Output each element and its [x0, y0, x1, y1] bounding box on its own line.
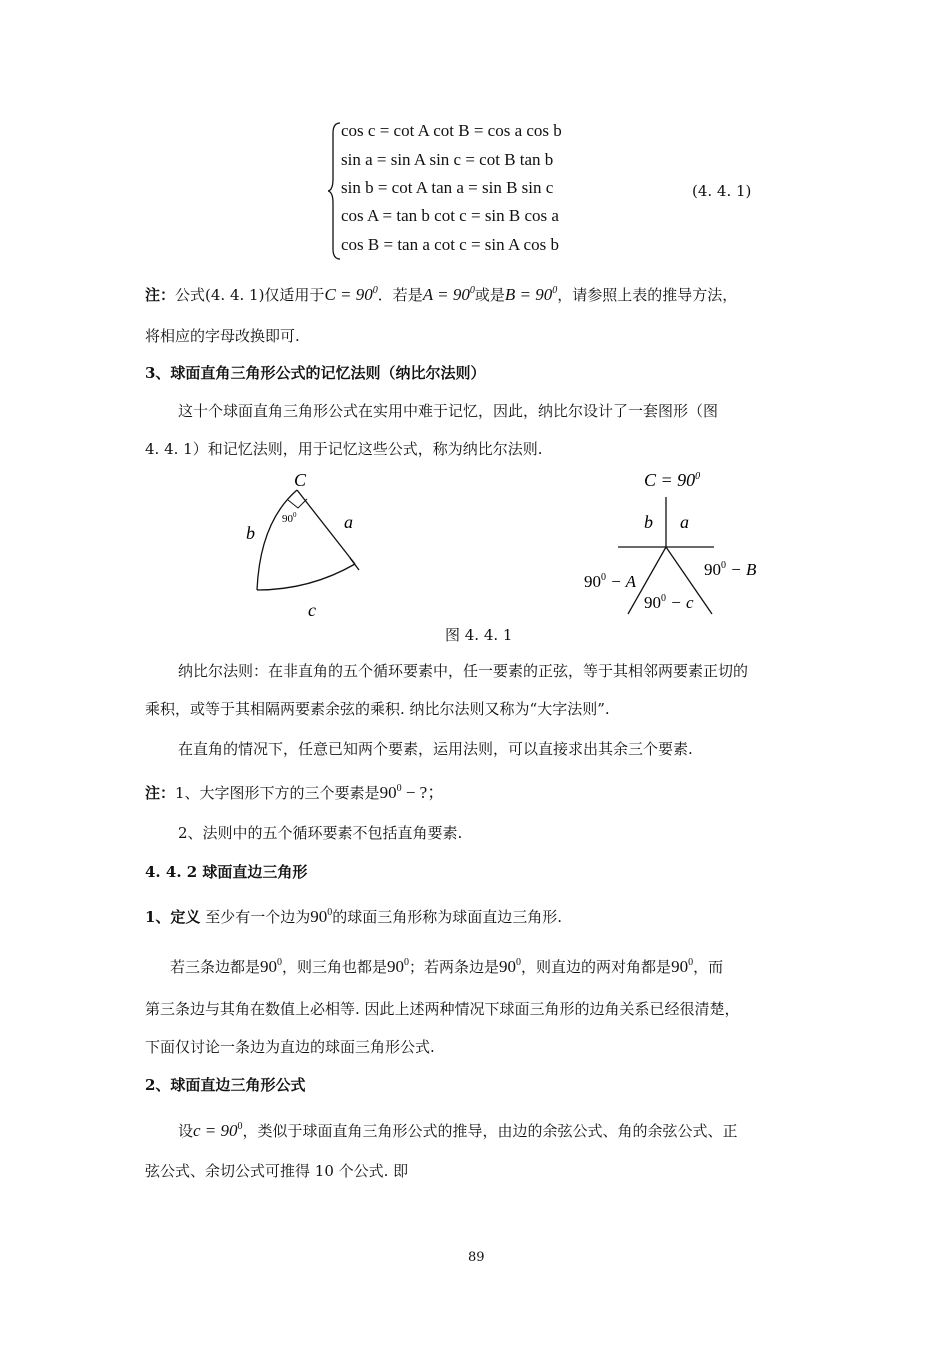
page-number: 89 [468, 1250, 485, 1265]
note-label: 注： [145, 286, 176, 304]
note-2-item-2: 2、法则中的五个循环要素不包括直角要素. [178, 824, 463, 842]
paragraph-line-2: 第三条边与其角在数值上必相等. 因此上述两种情况下球面三角形的边角关系已经很清楚， [145, 1000, 740, 1018]
note-text: ，请参照上表的推导方法， [557, 286, 738, 304]
paragraph-line-1: 若三条边都是$90^0$，则三角也都是$90^0$；若两条边是$90^0$，则直边的两对角都是$90^0$，而 [170, 957, 724, 976]
label-c: c [308, 600, 316, 620]
equation-line-1: cos c = cot A cot B = cos a cos b [341, 121, 562, 140]
left-brace [328, 121, 342, 261]
label-right-a: a [680, 512, 689, 532]
label-a: a [344, 512, 353, 532]
note-1-line-2: 将相应的字母改换即可. [145, 327, 300, 345]
label-angle-90: $90^0$ [282, 511, 297, 525]
label-b: b [246, 523, 255, 543]
napier-rule-figure [580, 462, 770, 622]
definition-text: 的球面三角形称为球面直边三角形. [332, 908, 563, 926]
section-3-heading: 3、球面直角三角形公式的记忆法则（纳比尔法则） [145, 364, 486, 382]
section-442-heading: 4. 4. 2 球面直边三角形 [145, 863, 308, 881]
condition-c: $C = 90^0$ [324, 285, 378, 304]
equation-number: (4. 4. 1) [692, 182, 752, 200]
definition-line [145, 906, 815, 928]
note-2-item-1 [145, 782, 815, 804]
definition-text: 至少有一个边为 [205, 908, 311, 926]
equation-line-2: sin a = sin A sin c = cot B tan b [341, 150, 554, 169]
label-right-b: b [644, 512, 653, 532]
note-text: 1、大字图形下方的三个要素是 [175, 784, 380, 802]
equation-line-3: sin b = cot A tan a = sin B sin c [341, 178, 554, 197]
section-3-paragraph-line-2: 4. 4. 1）和记忆法则，用于记忆这些公式，称为纳比尔法则. [145, 440, 543, 458]
figure-caption: 图 4. 4. 1 [445, 626, 513, 644]
formula-heading: 2、球面直边三角形公式 [145, 1076, 306, 1094]
formula-line-2: 弦公式、余切公式可推得 10 个公式. 即 [145, 1162, 409, 1180]
note-text: 或是 [474, 286, 505, 304]
note-1 [145, 284, 815, 306]
equation-line-5: cos B = tan a cot c = sin A cos b [341, 235, 559, 254]
label-C: C [294, 470, 307, 490]
equation-line-4: cos A = tan b cot c = sin B cos a [341, 206, 559, 225]
rule-line-3: 在直角的情况下，任意已知两个要素，运用法则，可以直接求出其余三个要素. [178, 740, 693, 758]
section-3-paragraph-line-1: 这十个球面直角三角形公式在实用中难于记忆，因此，纳比尔设计了一套图形（图 [178, 402, 719, 420]
note-text: 公式(4. 4. 1)仅适用于 [175, 286, 325, 304]
condition-a: $A = 90^0$ [422, 285, 475, 304]
label-90-minus-c: $90^0 - c$ [644, 593, 694, 612]
spherical-triangle-figure [230, 462, 390, 627]
note-text: ．若是 [377, 286, 423, 304]
paragraph-line-3: 下面仅讨论一条边为直边的球面三角形公式. [145, 1038, 435, 1056]
rule-line-1: 纳比尔法则：在非直角的五个循环要素中，任一要素的正弦，等于其相邻两要素正切的 [178, 662, 749, 680]
rule-line-2: 乘积，或等于其相隔两要素余弦的乘积. 纳比尔法则又称为“大字法则”. [145, 700, 610, 718]
note-label: 注： [145, 784, 176, 802]
definition-label: 1、定义 [145, 908, 201, 926]
math-90: $90^0$ [310, 907, 333, 926]
label-c-90: $C = 90^0$ [644, 470, 701, 490]
label-90-minus-A: $90^0 - A$ [584, 572, 637, 591]
condition-b: $B = 90^0$ [504, 285, 558, 304]
math-90-minus: $90^0$ − ?； [379, 783, 445, 802]
label-90-minus-B: $90^0 - B$ [704, 560, 757, 579]
formula-line-1: 设$c = 90^0$，类似于球面直角三角形公式的推导，由边的余弦公式、角的余弦公式、正 [178, 1121, 738, 1140]
